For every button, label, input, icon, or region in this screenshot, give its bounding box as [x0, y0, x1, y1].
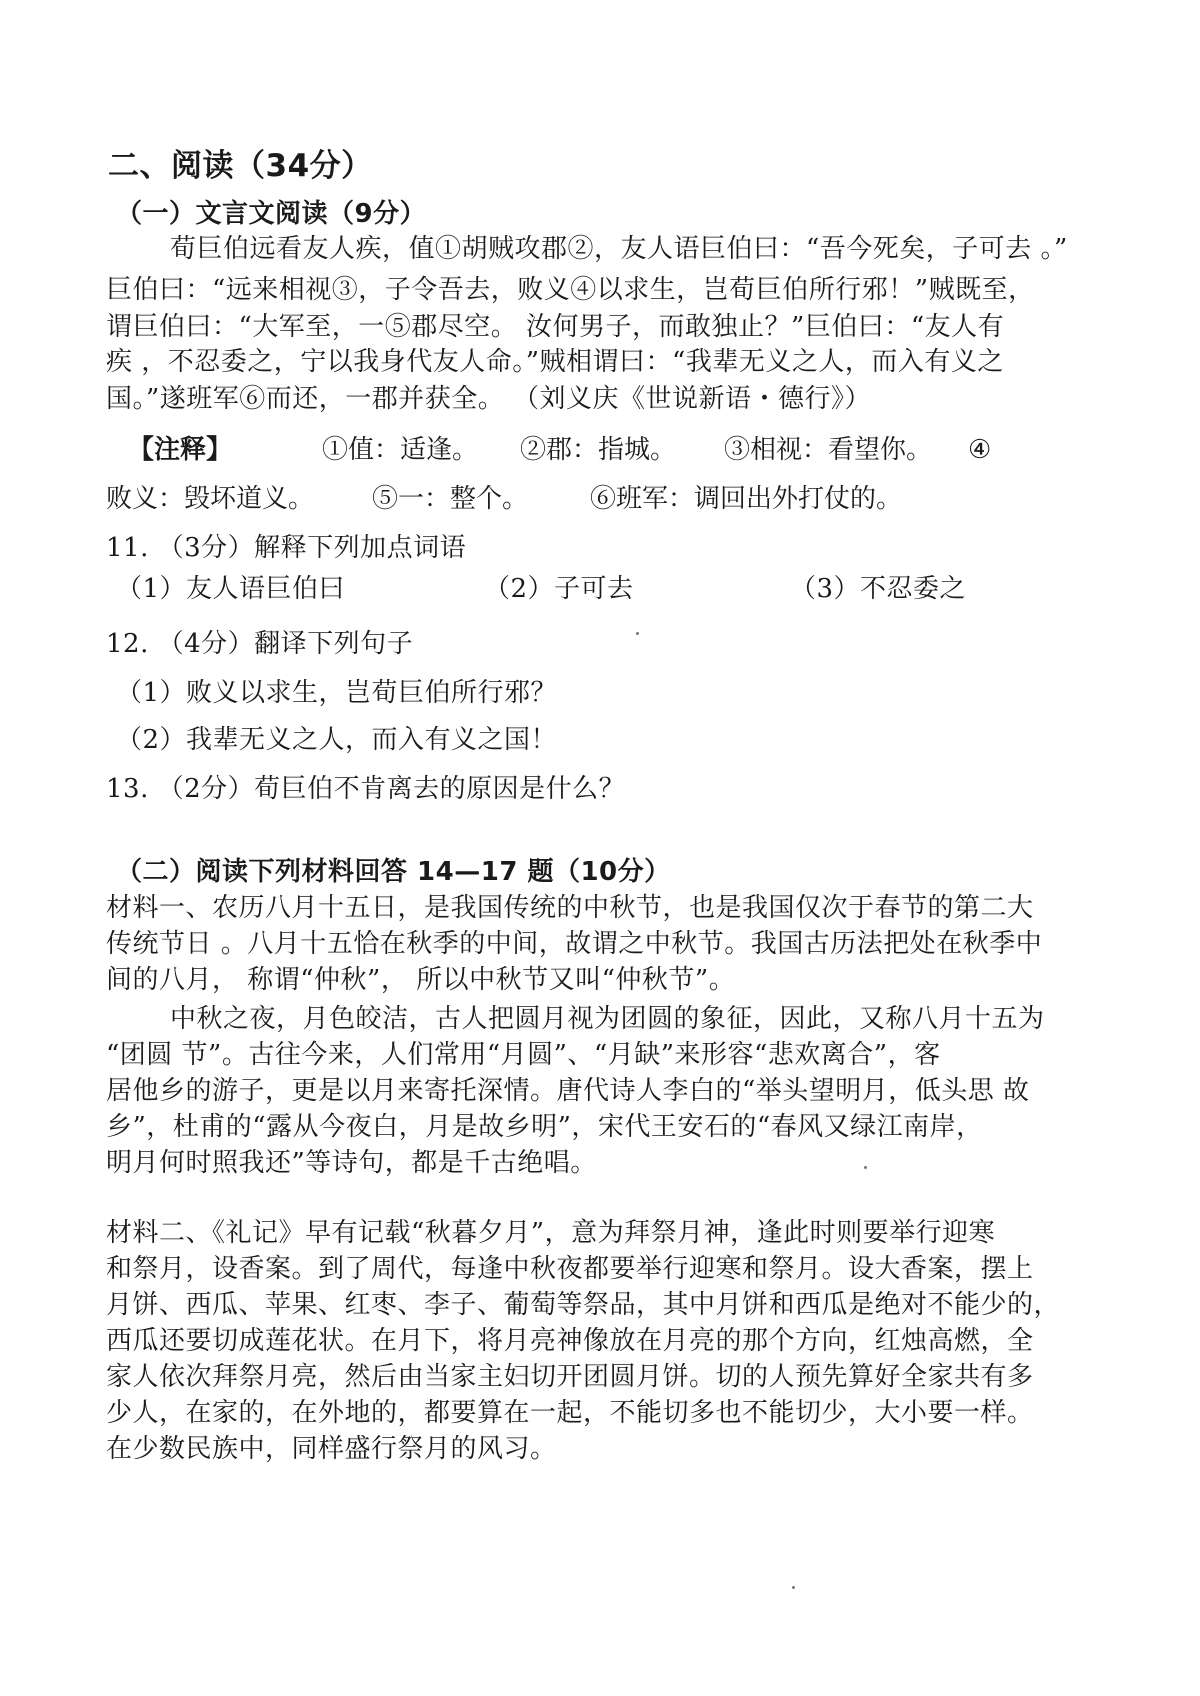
material1-line: 明月何时照我还”等诗句，都是千古绝唱。 — [106, 1148, 597, 1178]
note-item: ①值：适逢。 — [322, 435, 479, 465]
question-12-item: （2）我辈无义之人，而入有义之国！ — [116, 725, 558, 755]
material1-line: “团圆 节”。古往今来，人们常用“月圆”、“月缺”来形容“悲欢离合”，客 — [106, 1040, 941, 1070]
scan-speck — [636, 632, 639, 635]
note-item: 败义：毁坏道义。 — [106, 484, 315, 514]
note-item-mark: ④ — [968, 435, 992, 465]
material2-line: 西瓜还要切成莲花状。在月下，将月亮神像放在月亮的那个方向，红烛高燃，全 — [106, 1326, 1034, 1356]
material1-line: 材料一、农历八月十五日，是我国传统的中秋节，也是我国仅次于春节的第二大 — [106, 893, 1034, 923]
question-11: 11. （3分）解释下列加点词语 — [106, 533, 467, 563]
material2-line: 材料二、《礼记》早有记载“秋暮夕月”，意为拜祭月神，逢此时则要举行迎寒 — [106, 1218, 996, 1248]
material1-line: 间的八月， 称谓“仲秋”， 所以中秋节又叫“仲秋节”。 — [106, 965, 736, 995]
scan-speck — [864, 1166, 867, 1169]
passage-line: 疾 ，不忍委之，宁以我身代友人命。”贼相谓曰：“我辈无义之人，而入有义之 — [106, 347, 1004, 377]
passage-line: 国。”遂班军⑥而还，一郡并获全。 （刘义庆《世说新语・德行》） — [106, 384, 872, 414]
material1-line: 乡”，杜甫的“露从今夜白，月是故乡明”，宋代王安石的“春风又绿江南岸， — [106, 1112, 983, 1142]
material1-line: 传统节日 。八月十五恰在秋季的中间，故谓之中秋节。我国古历法把处在秋季中 — [106, 929, 1043, 959]
passage-line: 巨伯曰：“远来相视③，子令吾去，败义④以求生，岂荀巨伯所行邪！”贼既至， — [106, 275, 1035, 305]
part2-heading: （二）阅读下列材料回答 14—17 题（10分） — [116, 857, 671, 887]
question-13: 13. （2分）荀巨伯不肯离去的原因是什么？ — [106, 774, 626, 804]
passage-line: 荀巨伯远看友人疾，值①胡贼攻郡②，友人语巨伯曰：“吾今死矣，子可去 。” — [170, 234, 1068, 264]
part1-heading: （一）文言文阅读（9分） — [116, 199, 427, 229]
question-12-item: （1）败义以求生，岂荀巨伯所行邪？ — [116, 678, 558, 708]
notes-label: 【注释】 — [128, 435, 233, 465]
note-item: ③相视：看望你。 — [724, 435, 933, 465]
material1-line: 居他乡的游子，更是以月来寄托深情。唐代诗人李白的“举头望明月，低头思 故 — [106, 1076, 1030, 1106]
material2-line: 家人依次拜祭月亮，然后由当家主妇切开团圆月饼。切的人预先算好全家共有多 — [106, 1362, 1034, 1392]
note-item: ②郡：指城。 — [520, 435, 677, 465]
question-11-item: （2）子可去 — [484, 574, 634, 604]
material2-line: 少人，在家的，在外地的，都要算在一起，不能切多也不能切少，大小要一样。 — [106, 1398, 1034, 1428]
material2-line: 和祭月，设香案。到了周代，每逢中秋夜都要举行迎寒和祭月。设大香案，摆上 — [106, 1254, 1034, 1284]
passage-line: 谓巨伯曰：“大军至，一⑤郡尽空。 汝何男子，而敢独止？”巨伯曰：“友人有 — [106, 312, 1005, 342]
section-title: 二、阅读（34分） — [108, 148, 373, 184]
question-11-item: （3）不忍委之 — [790, 574, 967, 604]
material1-line: 中秋之夜，月色皎洁，古人把圆月视为团圆的象征，因此，又称八月十五为 — [170, 1004, 1045, 1034]
scan-speck — [792, 1586, 795, 1589]
material2-line: 月饼、西瓜、苹果、红枣、李子、葡萄等祭品，其中月饼和西瓜是绝对不能少的， — [106, 1290, 1061, 1320]
material2-line: 在少数民族中，同样盛行祭月的风习。 — [106, 1434, 557, 1464]
note-item: ⑥班军：调回出外打仗的。 — [590, 484, 903, 514]
question-12: 12. （4分）翻译下列句子 — [106, 629, 414, 659]
question-11-item: （1）友人语巨伯曰 — [116, 574, 346, 604]
note-item: ⑤一：整个。 — [372, 484, 529, 514]
